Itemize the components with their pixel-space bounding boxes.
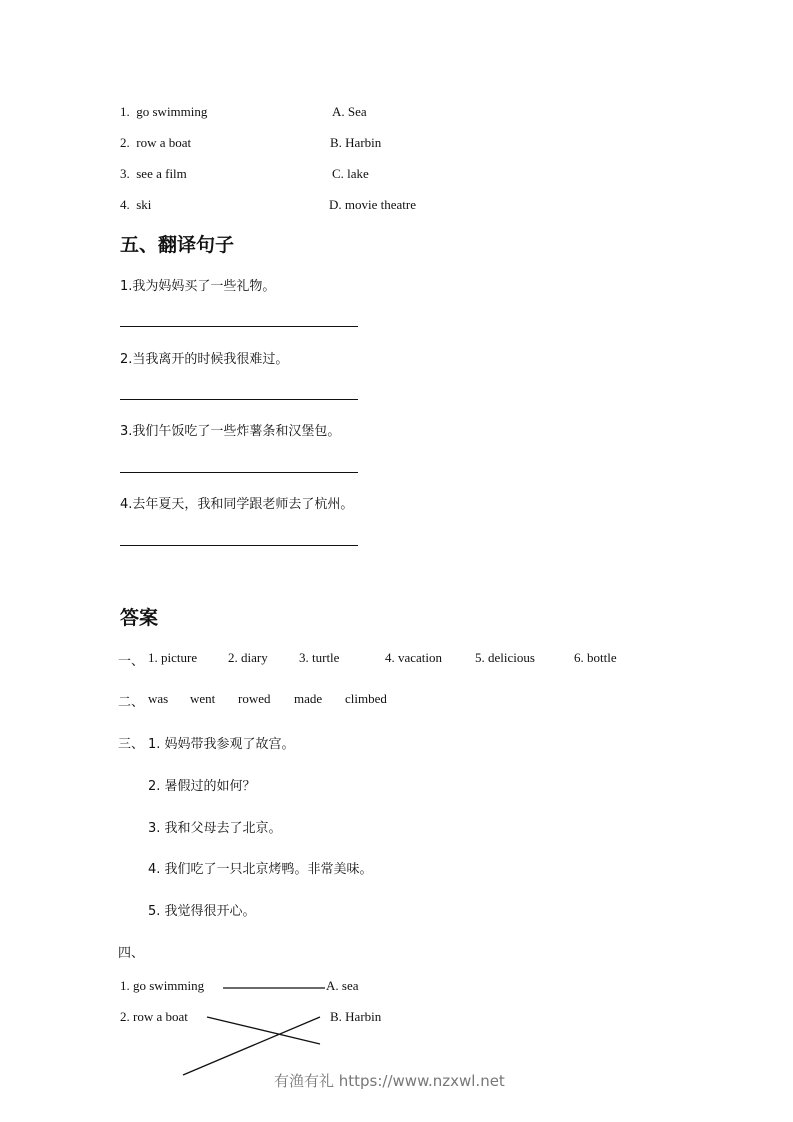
answer-4-left-1: 1. go swimming <box>120 978 205 993</box>
answer-4-right-b: B. Harbin <box>330 1009 382 1024</box>
answer-3-5: 5. 我觉得很开心。 <box>148 904 256 919</box>
answers-title: 答案 <box>120 607 159 629</box>
answer-4-right-a: A. sea <box>326 978 359 993</box>
answer-2-1: was <box>148 691 169 706</box>
answer-1-3: 3. turtle <box>299 650 340 665</box>
answer-3-1: 1. 妈妈带我参观了故宫。 <box>148 737 295 752</box>
answer-1-5: 5. delicious <box>475 650 535 665</box>
answer-2-3: rowed <box>238 691 271 706</box>
answer-1-4: 4. vacation <box>385 650 443 665</box>
answers-part2-prefix: 二、 <box>118 695 145 710</box>
answer-2-4: made <box>294 691 323 706</box>
match-right-a: A. Sea <box>332 104 367 119</box>
match-left-2: 2. row a boat <box>120 135 192 150</box>
match-left-1: 1. go swimming <box>120 104 208 119</box>
translate-item-3: 3.我们午饭吃了一些炸薯条和汉堡包。 <box>120 424 341 439</box>
match-right-b: B. Harbin <box>330 135 382 150</box>
section-title-translate: 五、翻译句子 <box>120 234 235 256</box>
answers-part1-prefix: 一、 <box>118 654 145 669</box>
translate-item-1: 1.我为妈妈买了一些礼物。 <box>120 279 276 294</box>
answer-3-3: 3. 我和父母去了北京。 <box>148 821 282 836</box>
answers-part3-prefix: 三、 <box>118 737 145 752</box>
translate-item-4: 4.去年夏天，我和同学跟老师去了杭州。 <box>120 497 354 512</box>
answer-2-2: went <box>190 691 216 706</box>
match-right-d: D. movie theatre <box>329 197 416 212</box>
watermark: 有渔有礼 https://www.nzxwl.net <box>274 1072 505 1090</box>
answer-3-2: 2. 暑假过的如何？ <box>148 779 256 794</box>
answers-part4-prefix: 四、 <box>118 946 145 961</box>
answer-1-6: 6. bottle <box>574 650 617 665</box>
answer-2-5: climbed <box>345 691 387 706</box>
answer-4-left-2: 2. row a boat <box>120 1009 188 1024</box>
match-left-3: 3. see a film <box>120 166 187 181</box>
match-right-c: C. lake <box>332 166 369 181</box>
answer-3-4: 4. 我们吃了一只北京烤鸭。非常美味。 <box>148 862 373 877</box>
answer-1-2: 2. diary <box>228 650 268 665</box>
translate-item-2: 2.当我离开的时候我很难过。 <box>120 352 289 367</box>
match-left-4: 4. ski <box>120 197 152 212</box>
answer-1-1: 1. picture <box>148 650 198 665</box>
